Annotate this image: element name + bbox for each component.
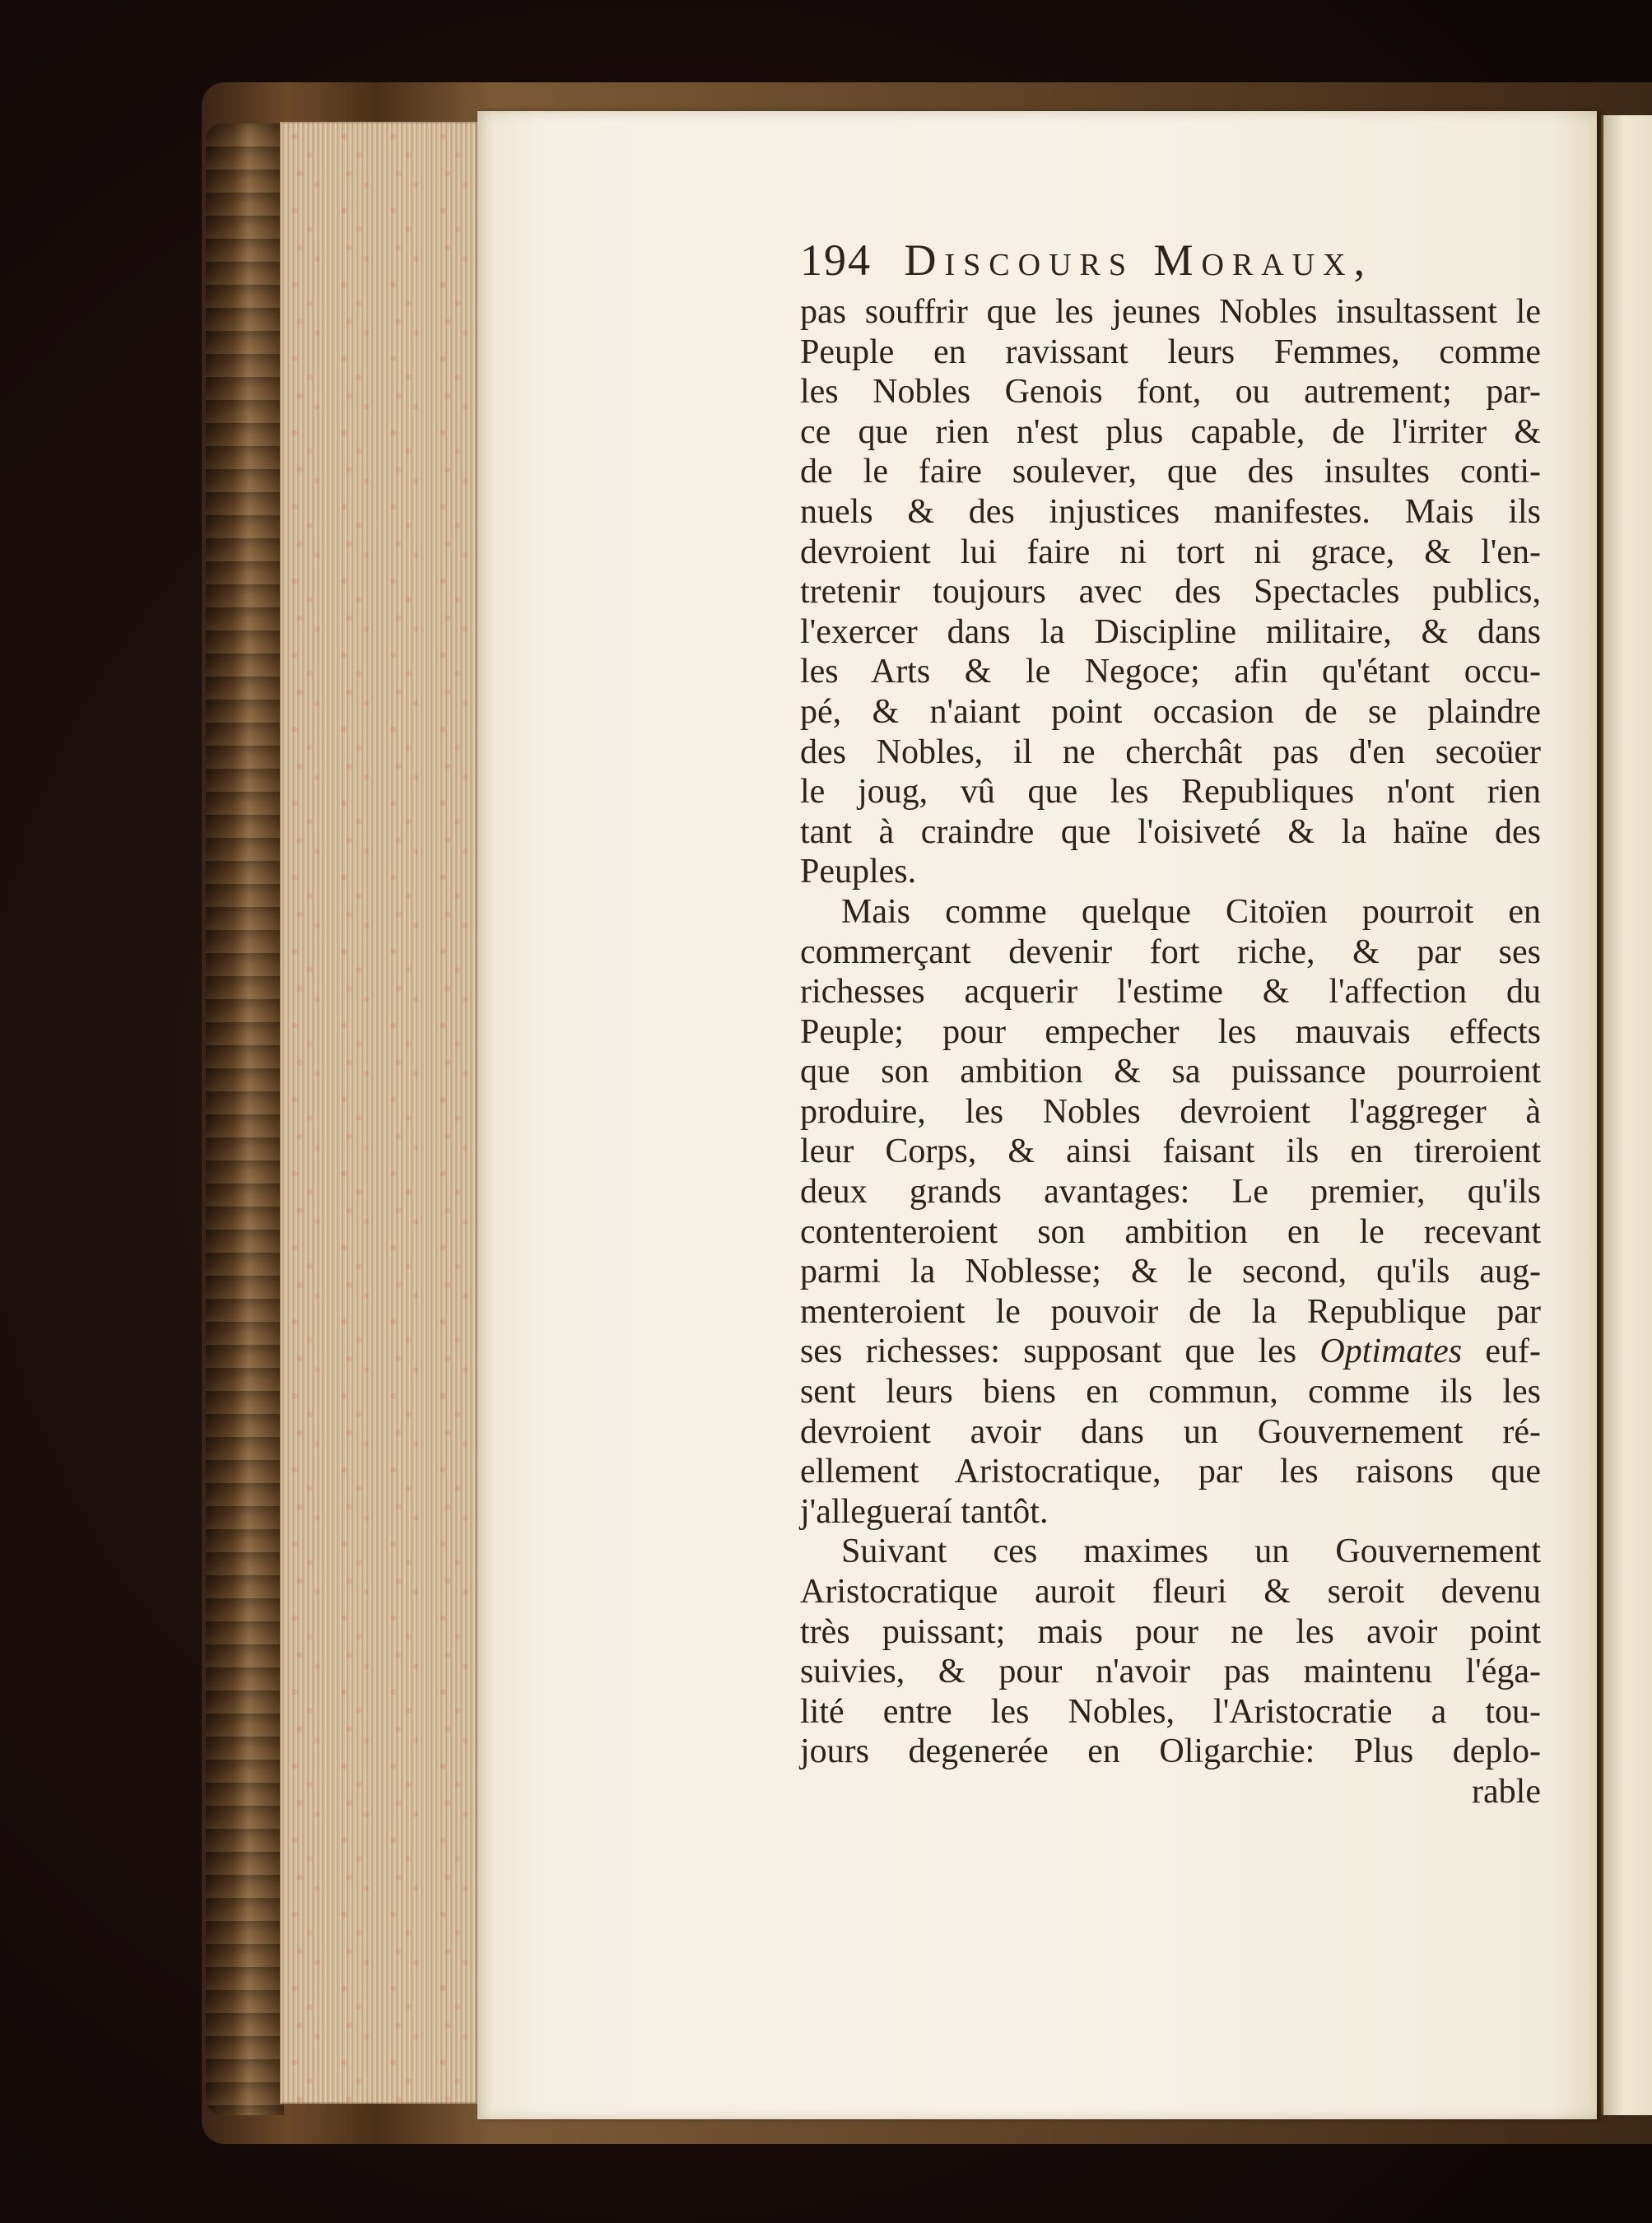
paragraph-end-line: Peuples.: [800, 853, 917, 891]
running-title: Discours Moraux,: [904, 235, 1374, 285]
text-line: devroient avoir dans un Gouvernement ré-: [800, 1412, 1541, 1451]
facing-page-edge: [1601, 115, 1652, 2115]
text-line: deux grands avantages: Le premier, qu'ils: [800, 1173, 1541, 1211]
text-line: richesses acquerir l'estime & l'affection du: [800, 973, 1541, 1012]
text-line: le joug, vû que les Republiques n'ont rien: [800, 773, 1541, 812]
paragraph-start-line: Mais comme quelque Citoïen pourroit en: [841, 892, 1541, 931]
page-body: [800, 292, 1541, 1812]
text-line: tant à craindre que l'oisiveté & la haïne des: [800, 812, 1541, 851]
text-line: ellement Aristocratique, par les raisons que: [800, 1453, 1541, 1491]
catchword: rable: [1472, 1772, 1541, 1811]
spine-edge: [206, 123, 284, 2115]
page-block-edge: [280, 122, 477, 2104]
text-line: sent leurs biens en commun, comme ils les: [800, 1373, 1541, 1411]
text-line: devroient lui faire ni tort ni grace, & l'en-: [800, 532, 1541, 571]
text-line: leur Corps, & ainsi faisant ils en tireroient: [800, 1132, 1541, 1171]
text-line: parmi la Noblesse; & le second, qu'ils aug-: [800, 1253, 1541, 1291]
text-line: tretenir toujours avec des Spectacles publics,: [800, 573, 1541, 612]
text-line: très puissant; mais pour ne les avoir point: [800, 1612, 1541, 1651]
text-line: Peuple; pour empecher les mauvais effects: [800, 1012, 1541, 1051]
text-line: Peuple en ravissant leurs Femmes, comme: [800, 333, 1541, 371]
running-head: [800, 235, 1541, 300]
text-line: pé, & n'aiant point occasion de se plaindre: [800, 692, 1541, 731]
text-line: les Arts & le Negoce; afin qu'étant occu-: [800, 653, 1541, 691]
text-line: pas souffrir que les jeunes Nobles insultassent le: [800, 293, 1541, 331]
text-line: l'exercer dans la Discipline militaire, & dans: [800, 612, 1541, 651]
text-line: suivies, & pour n'avoir pas maintenu l'éga-: [800, 1653, 1541, 1691]
text-line: menteroient le pouvoir de la Republique par: [800, 1292, 1541, 1331]
italic-term: Optimates: [1319, 1332, 1463, 1371]
paragraph-start-line: Suivant ces maximes un Gouvernement: [841, 1532, 1541, 1571]
text-line: lité entre les Nobles, l'Aristocratie a tou-: [800, 1692, 1541, 1731]
text-line: jours degenerée en Oligarchie: Plus deplo-: [800, 1732, 1541, 1771]
text-line: commerçant devenir fort riche, & par ses: [800, 932, 1541, 971]
text-line: produire, les Nobles devroient l'aggreger à: [800, 1092, 1541, 1131]
text-line: de le faire soulever, que des insultes conti-: [800, 453, 1541, 491]
text-fragment: euf-: [1462, 1332, 1541, 1371]
text-line: que son ambition & sa puissance pourroient: [800, 1053, 1541, 1091]
paragraph-end-line: j'allegueraí tantôt.: [800, 1492, 1049, 1531]
text-line: des Nobles, il ne cherchât pas d'en secoüer: [800, 732, 1541, 771]
text-line: les Nobles Genois font, ou autrement; par-: [800, 373, 1541, 412]
text-line: Aristocratique auroit fleuri & seroit devenu: [800, 1573, 1541, 1611]
text-line-with-italic: [800, 1332, 1541, 1372]
page-number: 194: [800, 235, 872, 285]
text-line: ce que rien n'est plus capable, de l'irriter &: [800, 412, 1541, 451]
text-line: contenteroient son ambition en le recevant: [800, 1212, 1541, 1251]
text-fragment: ses richesses: supposant que les: [800, 1332, 1297, 1371]
text-line: nuels & des injustices manifestes. Mais ils: [800, 492, 1541, 531]
